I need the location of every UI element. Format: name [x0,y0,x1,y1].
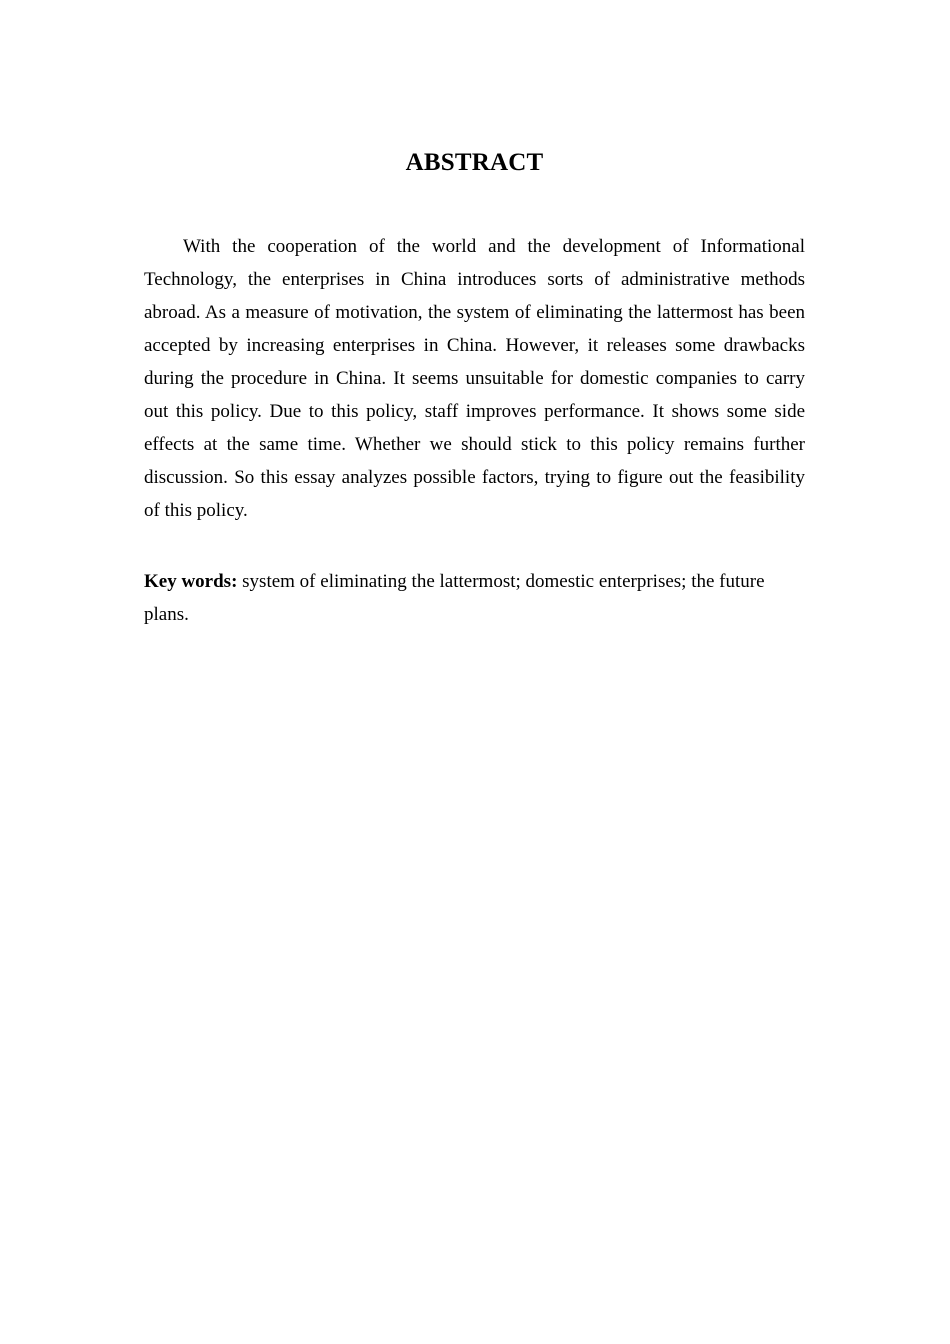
abstract-title: ABSTRACT [405,149,544,176]
keywords-line [144,565,805,631]
abstract-paragraph: With the cooperation of the world and the development of Informational Technology, the enterprises in China introduces sorts of administrative methods abroad. As a measure of motivation, the system of eliminating the lattermost has been accepted by increasing enterprises in China. However, it releases some drawbacks during the procedure in China. It seems unsuitable for domestic companies to carry out this policy. Due to this policy, staff improves performance. It shows some side effects at the same time. Whether we should stick to this policy remains further discussion. So this essay analyzes possible factors, trying to figure out the feasibility of this policy. [144,236,805,521]
keywords-label: Key words: [144,571,238,592]
keywords-text: system of eliminating the lattermost; domestic enterprises; the future plans. [144,571,765,625]
